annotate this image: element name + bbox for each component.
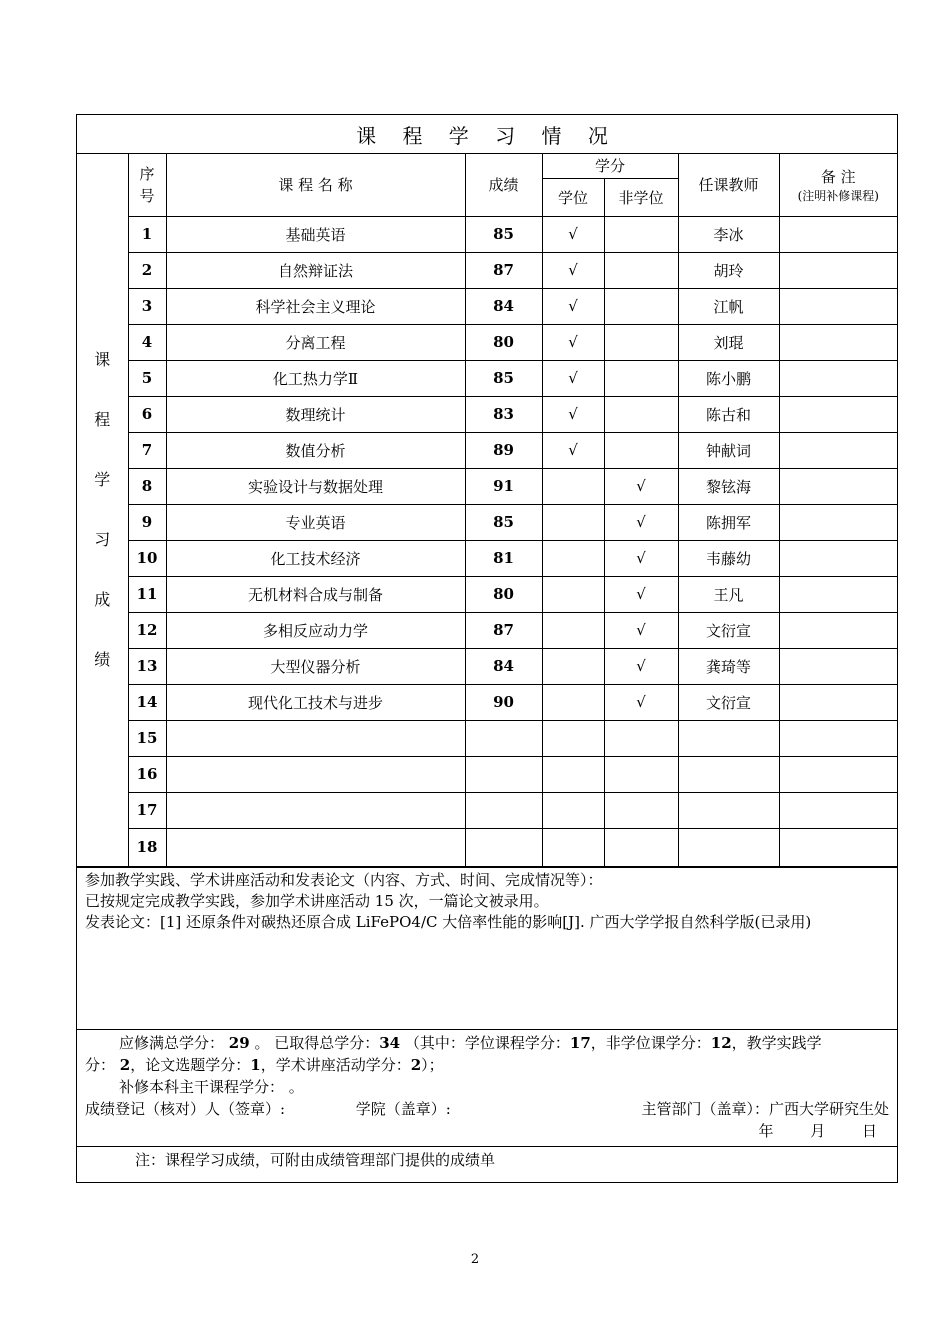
degree-check xyxy=(542,468,604,504)
degree-check xyxy=(542,612,604,648)
non-degree-check: √ xyxy=(604,540,678,576)
course-score: 91 xyxy=(465,468,542,504)
course-name: 专业英语 xyxy=(166,504,465,540)
course-teacher: 李冰 xyxy=(678,216,779,252)
side-label-char: 习 xyxy=(94,529,111,549)
makeup-line: 补修本科主干课程学分： 。 xyxy=(119,1077,304,1096)
activities-section xyxy=(77,867,897,1029)
non-degree-check: √ xyxy=(604,612,678,648)
table-row xyxy=(77,612,897,648)
degree-check xyxy=(542,828,604,866)
row-number: 12 xyxy=(128,612,166,648)
course-teacher: 陈小鹏 xyxy=(678,360,779,396)
course-score: 83 xyxy=(465,396,542,432)
course-remark xyxy=(779,468,897,504)
non-degree-check: √ xyxy=(604,576,678,612)
row-number: 11 xyxy=(128,576,166,612)
credits-close: ）； xyxy=(421,1055,444,1074)
degree-check: √ xyxy=(542,252,604,288)
course-teacher: 钟献词 xyxy=(678,432,779,468)
page-number: 2 xyxy=(470,1252,480,1267)
degree-check xyxy=(542,540,604,576)
course-teacher xyxy=(678,828,779,866)
row-number: 9 xyxy=(128,504,166,540)
college-seal: 学院（盖章）: xyxy=(355,1099,451,1118)
table-row xyxy=(77,684,897,720)
header-score: 成绩 xyxy=(465,154,542,216)
course-remark xyxy=(779,828,897,866)
course-score: 85 xyxy=(465,504,542,540)
header-degree: 学位 xyxy=(542,178,604,216)
table-row xyxy=(77,540,897,576)
header-non-degree: 非学位 xyxy=(604,178,678,216)
course-score: 84 xyxy=(465,648,542,684)
row-number: 4 xyxy=(128,324,166,360)
side-label-char: 学 xyxy=(94,469,111,489)
topic-label: ，论文选题学分： xyxy=(130,1055,251,1074)
course-teacher: 韦藤幼 xyxy=(678,540,779,576)
table-row xyxy=(77,756,897,792)
course-remark xyxy=(779,720,897,756)
degree-check xyxy=(542,648,604,684)
course-name: 自然辩证法 xyxy=(166,252,465,288)
course-teacher: 文衍宣 xyxy=(678,684,779,720)
table-row xyxy=(77,288,897,324)
course-name xyxy=(166,828,465,866)
table-row xyxy=(77,432,897,468)
course-remark xyxy=(779,432,897,468)
table-row xyxy=(77,576,897,612)
course-teacher: 刘琨 xyxy=(678,324,779,360)
non-degree-credits: 12 xyxy=(710,1033,732,1052)
course-name xyxy=(166,756,465,792)
lecture-label: ，学术讲座活动学分： xyxy=(260,1055,411,1074)
course-teacher: 文衍宣 xyxy=(678,612,779,648)
row-number: 2 xyxy=(128,252,166,288)
course-name: 科学社会主义理论 xyxy=(166,288,465,324)
course-remark xyxy=(779,396,897,432)
side-label xyxy=(77,154,128,866)
course-teacher xyxy=(678,756,779,792)
footnote: 注：课程学习成绩，可附由成绩管理部门提供的成绩单 xyxy=(77,1146,897,1182)
row-number: 17 xyxy=(128,792,166,828)
signature-row xyxy=(85,1098,889,1120)
header-course-name: 课 程 名 称 xyxy=(166,154,465,216)
course-score: 80 xyxy=(465,324,542,360)
course-name: 大型仪器分析 xyxy=(166,648,465,684)
table-row xyxy=(77,504,897,540)
header-remark xyxy=(779,154,897,216)
header-seq-2: 号 xyxy=(139,186,155,205)
practice-credits: 2 xyxy=(119,1055,131,1074)
course-table xyxy=(77,154,897,867)
non-degree-check: √ xyxy=(604,468,678,504)
degree-check xyxy=(542,792,604,828)
table-row xyxy=(77,720,897,756)
degree-check xyxy=(542,504,604,540)
non-degree-check xyxy=(604,288,678,324)
course-name: 数值分析 xyxy=(166,432,465,468)
row-number: 16 xyxy=(128,756,166,792)
activities-line-1: 参加教学实践、学术讲座活动和发表论文（内容、方式、时间、完成情况等）： xyxy=(85,870,603,889)
course-name: 基础英语 xyxy=(166,216,465,252)
earned-credits: 34 xyxy=(379,1033,401,1052)
form-title: 课 程 学 习 情 况 xyxy=(77,115,897,154)
header-remark-sub: (注明补修课程) xyxy=(797,188,879,203)
course-remark xyxy=(779,324,897,360)
side-label-char: 程 xyxy=(94,409,111,429)
table-row xyxy=(77,252,897,288)
side-label-char: 绩 xyxy=(94,649,111,669)
practice-label-cont: 分： xyxy=(85,1055,116,1074)
side-label-char: 成 xyxy=(94,589,111,609)
course-score: 89 xyxy=(465,432,542,468)
degree-credit-label: （其中：学位课程学分： xyxy=(404,1033,570,1052)
table-row xyxy=(77,792,897,828)
course-score: 85 xyxy=(465,216,542,252)
course-remark xyxy=(779,792,897,828)
course-score: 80 xyxy=(465,576,542,612)
registrar-signature: 成绩登记（核对）人（签章）: xyxy=(85,1099,286,1118)
degree-check: √ xyxy=(542,360,604,396)
course-score xyxy=(465,756,542,792)
row-number: 13 xyxy=(128,648,166,684)
course-name xyxy=(166,720,465,756)
row-number: 10 xyxy=(128,540,166,576)
course-remark xyxy=(779,576,897,612)
date-line: 年 月 日 xyxy=(758,1121,877,1140)
course-remark xyxy=(779,360,897,396)
course-score: 87 xyxy=(465,252,542,288)
degree-check xyxy=(542,720,604,756)
non-degree-credit-label: ，非学位课学分： xyxy=(590,1033,711,1052)
row-number: 18 xyxy=(128,828,166,866)
required-credits: 29 xyxy=(228,1033,250,1052)
non-degree-check: √ xyxy=(604,504,678,540)
row-number: 5 xyxy=(128,360,166,396)
lecture-credits: 2 xyxy=(410,1055,422,1074)
activities-line-2: 已按规定完成教学实践，参加学术讲座活动 15 次，一篇论文被录用。 xyxy=(85,891,549,910)
course-teacher: 陈拥军 xyxy=(678,504,779,540)
course-teacher: 王凡 xyxy=(678,576,779,612)
row-number: 1 xyxy=(128,216,166,252)
course-teacher xyxy=(678,792,779,828)
row-number: 6 xyxy=(128,396,166,432)
course-score: 84 xyxy=(465,288,542,324)
course-remark xyxy=(779,288,897,324)
course-remark xyxy=(779,648,897,684)
degree-check: √ xyxy=(542,288,604,324)
degree-check xyxy=(542,756,604,792)
header-seq xyxy=(128,154,166,216)
activities-line-3: 发表论文：[1] 还原条件对碳热还原合成 LiFePO4/C 大倍率性能的影响[J]. 广西大学学报自然科学版(已录用) xyxy=(85,912,812,931)
non-degree-check: √ xyxy=(604,648,678,684)
row-number: 7 xyxy=(128,432,166,468)
course-name: 现代化工技术与进步 xyxy=(166,684,465,720)
required-label: 应修满总学分： xyxy=(119,1033,225,1052)
course-name: 多相反应动力学 xyxy=(166,612,465,648)
table-row xyxy=(77,468,897,504)
course-teacher: 江帆 xyxy=(678,288,779,324)
table-row xyxy=(77,216,897,252)
earned-label: 。 已取得总学分： xyxy=(254,1033,380,1052)
non-degree-check xyxy=(604,720,678,756)
non-degree-check xyxy=(604,360,678,396)
degree-check: √ xyxy=(542,216,604,252)
header-seq-1: 序 xyxy=(139,164,155,183)
course-remark xyxy=(779,756,897,792)
course-remark xyxy=(779,540,897,576)
table-row xyxy=(77,324,897,360)
practice-label: ，教学实践学 xyxy=(731,1033,822,1052)
course-score xyxy=(465,828,542,866)
course-score: 90 xyxy=(465,684,542,720)
course-name: 数理统计 xyxy=(166,396,465,432)
header-credit: 学分 xyxy=(542,154,678,178)
course-remark xyxy=(779,216,897,252)
degree-check: √ xyxy=(542,324,604,360)
course-teacher: 黎铉海 xyxy=(678,468,779,504)
course-score: 81 xyxy=(465,540,542,576)
non-degree-check: √ xyxy=(604,684,678,720)
credits-line-1 xyxy=(85,1032,889,1054)
header-row-1 xyxy=(77,154,897,178)
degree-check xyxy=(542,684,604,720)
course-remark xyxy=(779,612,897,648)
table-row xyxy=(77,648,897,684)
table-row xyxy=(77,360,897,396)
course-name: 分离工程 xyxy=(166,324,465,360)
non-degree-check xyxy=(604,396,678,432)
course-remark xyxy=(779,684,897,720)
course-name: 实验设计与数据处理 xyxy=(166,468,465,504)
non-degree-check xyxy=(604,756,678,792)
degree-credits: 17 xyxy=(569,1033,591,1052)
course-teacher xyxy=(678,720,779,756)
non-degree-check xyxy=(604,252,678,288)
department-seal: 主管部门（盖章）：广西大学研究生处 xyxy=(641,1099,889,1118)
table-row xyxy=(77,828,897,866)
degree-check: √ xyxy=(542,432,604,468)
row-number: 15 xyxy=(128,720,166,756)
non-degree-check xyxy=(604,828,678,866)
course-teacher: 胡玲 xyxy=(678,252,779,288)
row-number: 3 xyxy=(128,288,166,324)
course-name: 无机材料合成与制备 xyxy=(166,576,465,612)
degree-check: √ xyxy=(542,396,604,432)
non-degree-check xyxy=(604,324,678,360)
course-teacher: 龚琦等 xyxy=(678,648,779,684)
credits-section xyxy=(77,1029,897,1146)
header-teacher: 任课教师 xyxy=(678,154,779,216)
course-score xyxy=(465,792,542,828)
course-name: 化工热力学Ⅱ xyxy=(166,360,465,396)
course-remark xyxy=(779,504,897,540)
course-name: 化工技术经济 xyxy=(166,540,465,576)
course-score: 87 xyxy=(465,612,542,648)
non-degree-check xyxy=(604,432,678,468)
degree-check xyxy=(542,576,604,612)
non-degree-check xyxy=(604,216,678,252)
side-label-char: 课 xyxy=(94,349,111,369)
row-number: 8 xyxy=(128,468,166,504)
credits-line-2 xyxy=(85,1054,889,1076)
non-degree-check xyxy=(604,792,678,828)
course-score: 85 xyxy=(465,360,542,396)
course-name xyxy=(166,792,465,828)
row-number: 14 xyxy=(128,684,166,720)
header-remark-title: 备 注 xyxy=(820,167,856,186)
course-teacher: 陈古和 xyxy=(678,396,779,432)
topic-credits: 1 xyxy=(250,1055,261,1074)
transcript-form xyxy=(76,114,898,1183)
table-row xyxy=(77,396,897,432)
course-score xyxy=(465,720,542,756)
course-remark xyxy=(779,252,897,288)
